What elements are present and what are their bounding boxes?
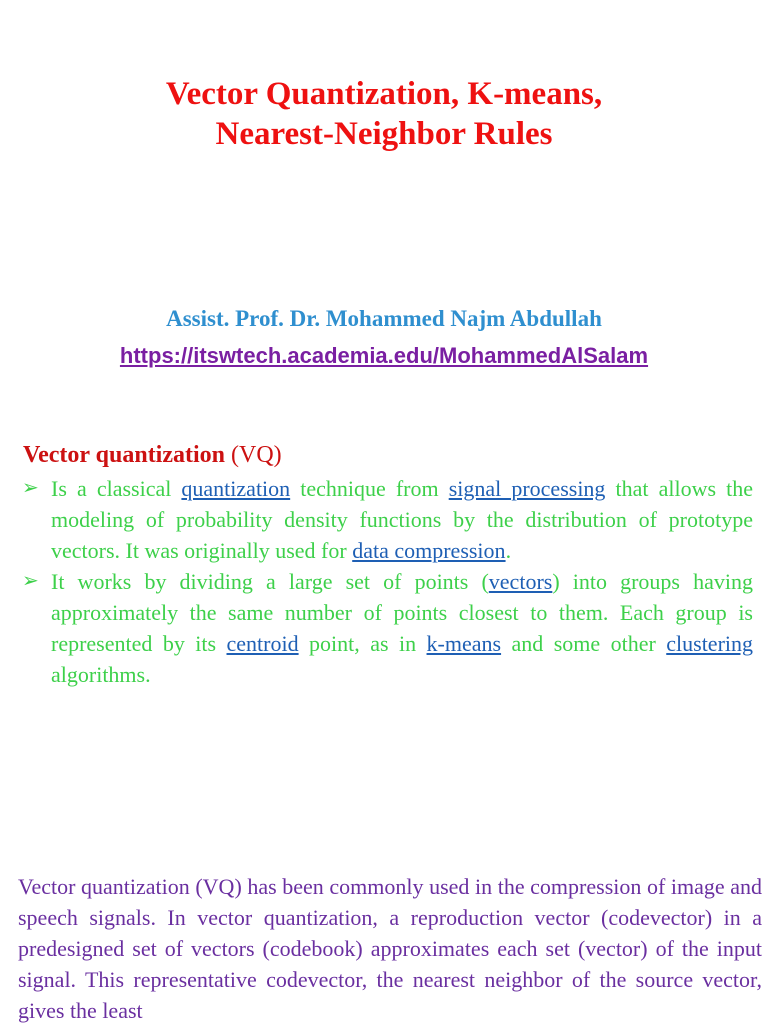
bullet-text: It works by dividing a large set of points ( <box>51 569 489 594</box>
title-line-2: Nearest-Neighbor Rules <box>215 116 553 152</box>
author-url-link[interactable]: https://itswtech.academia.edu/MohammedAlSalam <box>119 343 649 368</box>
title-line-1: Vector Quantization, K-means, <box>165 76 603 112</box>
link-k-means[interactable]: k-means <box>426 631 502 656</box>
link-clustering[interactable]: clustering <box>666 631 754 656</box>
link-data-compression[interactable]: data compression <box>352 538 506 563</box>
section-heading-abbrev: (VQ) <box>225 442 282 468</box>
bullet-text: that allows the modeling of probability density functions by the distribution of prototype vectors. It was originally used for <box>51 476 753 563</box>
bullet-text: ) into groups having approximately the same number of points closest to them. Each group is represented by its <box>51 569 753 656</box>
bullet-text: . <box>505 538 512 563</box>
section-heading-bold: Vector quantization <box>23 442 226 468</box>
link-signal-processing[interactable]: signal processing <box>448 476 606 501</box>
body-paragraph: Vector quantization (VQ) has been commonly used in the compression of image and speech signals. In vector quantization, a reproduction vector (codevector) in a predesigned set of vectors (codebook) approximates each set (vector) of the input signal. This representative codevector, the nearest neighbor of the source vector, gives the least <box>18 874 762 1023</box>
arrow-bullet-icon: ➢ <box>22 477 39 499</box>
link-vectors[interactable]: vectors <box>488 569 553 594</box>
link-quantization[interactable]: quantization <box>181 476 291 501</box>
arrow-bullet-icon: ➢ <box>22 570 39 592</box>
link-centroid[interactable]: centroid <box>226 631 299 656</box>
document-title <box>0 74 768 154</box>
bullet-item-2 <box>22 566 753 690</box>
bullet-text: point, as in <box>298 631 427 656</box>
author-name: Assist. Prof. Dr. Mohammed Najm Abdullah <box>166 306 602 331</box>
section-heading <box>23 440 282 470</box>
bullet-text: and some other <box>501 631 667 656</box>
bullet-item-1 <box>22 473 753 566</box>
bullet-list <box>22 473 753 690</box>
bullet-text: algorithms. <box>51 662 151 687</box>
bullet-text: technique from <box>290 476 449 501</box>
bullet-text: Is a classical <box>51 476 182 501</box>
